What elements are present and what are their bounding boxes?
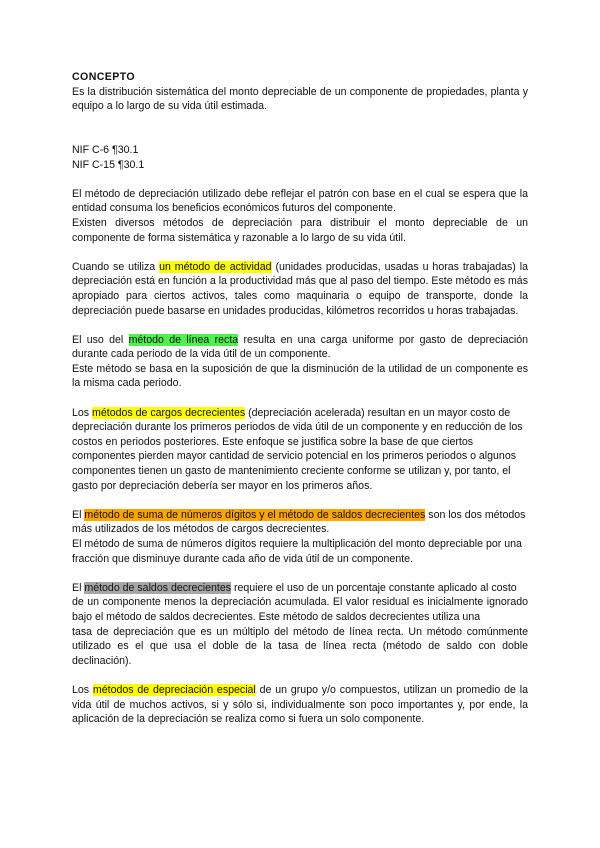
- spacer: [72, 318, 528, 333]
- declining-balance-line-2: de un componente menos la depreciación acumulada. El valor residual es inicialmente ignorado bajo el método de saldos decrecientes. Este método de saldos decrecientes utiliza una: [72, 596, 528, 623]
- spacer: [72, 566, 528, 581]
- spacer: [72, 245, 528, 260]
- activity-method-paragraph: [72, 260, 528, 318]
- method-general-paragraph-2: Existen diversos métodos de depreciación para distribuir el monto depreciable de un componente de forma sistemática y razonable a lo largo de su vida útil.: [72, 216, 528, 244]
- straight-line-pre: El uso del: [72, 333, 129, 346]
- spacer: [72, 668, 528, 683]
- spacer: [72, 128, 528, 143]
- declining-balance-line-3: tasa de depreciación que es un múltiplo del método de línea recta. Un método comúnmente utilizado es el que usa el doble de la tasa de línea recta (método de saldo con doble declinación).: [72, 625, 528, 667]
- heading: CONCEPTO: [72, 71, 136, 83]
- sum-digits-pre: El: [72, 508, 85, 521]
- highlight-activity-method: un método de actividad: [159, 260, 272, 273]
- spacer: [72, 172, 528, 187]
- straight-line-paragraph: [72, 333, 528, 362]
- highlight-sum-of-digits: método de suma de números dígitos y el método de saldos decrecientes: [84, 508, 426, 521]
- decreasing-post: (depreciación acelerada) resultan en un mayor costo de depreciación durante los primeros periodos de vida útil de un componente y en reducción de los costos en periodos posteriores. Este enfoque se justifica sobre la base de que ciertos componentes pierden mayor cantidad de servicio potencial en los primeros periodos o algunos componentes tienen un gasto de mantenimiento creciente conforme se utilizan y, por tanto, el gasto por depreciación debería ser mayor en los primeros años.: [72, 406, 523, 492]
- straight-line-post: resulta en una carga uniforme por gasto de depreciación durante cada periodo de la vida útil de un componente.: [72, 333, 528, 361]
- decreasing-pre: Los: [72, 406, 93, 419]
- decreasing-charges-paragraph: [72, 406, 528, 494]
- special-pre: Los: [72, 683, 93, 696]
- highlight-straight-line: método de línea recta: [128, 333, 239, 346]
- sum-digits-post: son los dos métodos más utilizados de los métodos de cargos decrecientes.: [72, 508, 526, 536]
- highlight-special-methods: métodos de depreciación especial: [92, 683, 256, 696]
- reference-nif-c6: NIF C-6 ¶30.1: [72, 143, 139, 156]
- concept-paragraph: Es la distribución sistemática del monto depreciable de un componente de propiedades, planta y equipo a lo largo de su vida útil estimada.: [72, 85, 528, 113]
- declining-post-1: requiere el uso de un porcentaje constante aplicado al costo: [231, 581, 517, 594]
- special-post: de un grupo y/o compuestos, utilizan un promedio de la vida útil de muchos activos, si y sólo si, individualmente son poco importantes y, por ende, la aplicación de la depreciación se realiza como si fuera un solo componente.: [72, 683, 528, 726]
- straight-line-extra: Este método se basa en la suposición de que la disminución de la utilidad de un componente es la misma cada periodo.: [72, 362, 528, 390]
- spacer: [72, 493, 528, 508]
- highlight-declining-balance: método de saldos decrecientes: [84, 581, 232, 594]
- activity-post: (unidades producidas, usadas u horas trabajadas) la depreciación está en función a la productividad más que al paso del tiempo. Este método es más apropiado para ciertos activos, tales como maquinaria o equipo de transporte, donde la depreciación puede basarse en unidades producidas, kilómetros recorridos u horas trabajadas.: [72, 260, 528, 317]
- sum-of-digits-paragraph: [72, 508, 528, 537]
- method-general-paragraph: El método de depreciación utilizado debe reflejar el patrón con base en el cual se espera que la entidad consuma los beneficios económicos futuros del componente.: [72, 187, 528, 215]
- highlight-decreasing-charges: métodos de cargos decrecientes: [92, 406, 246, 419]
- declining-balance-paragraph: [72, 581, 528, 596]
- sum-of-digits-extra: El método de suma de números dígitos requiere la multiplicación del monto depreciable por una fracción que disminuye durante cada año de vida útil de un componente.: [72, 538, 522, 565]
- declining-pre: El: [72, 581, 85, 594]
- special-methods-paragraph: [72, 683, 528, 727]
- spacer: [72, 114, 528, 129]
- reference-nif-c15: NIF C-15 ¶30.1: [72, 158, 145, 171]
- activity-pre: Cuando se utiliza: [72, 260, 160, 273]
- spacer: [72, 391, 528, 406]
